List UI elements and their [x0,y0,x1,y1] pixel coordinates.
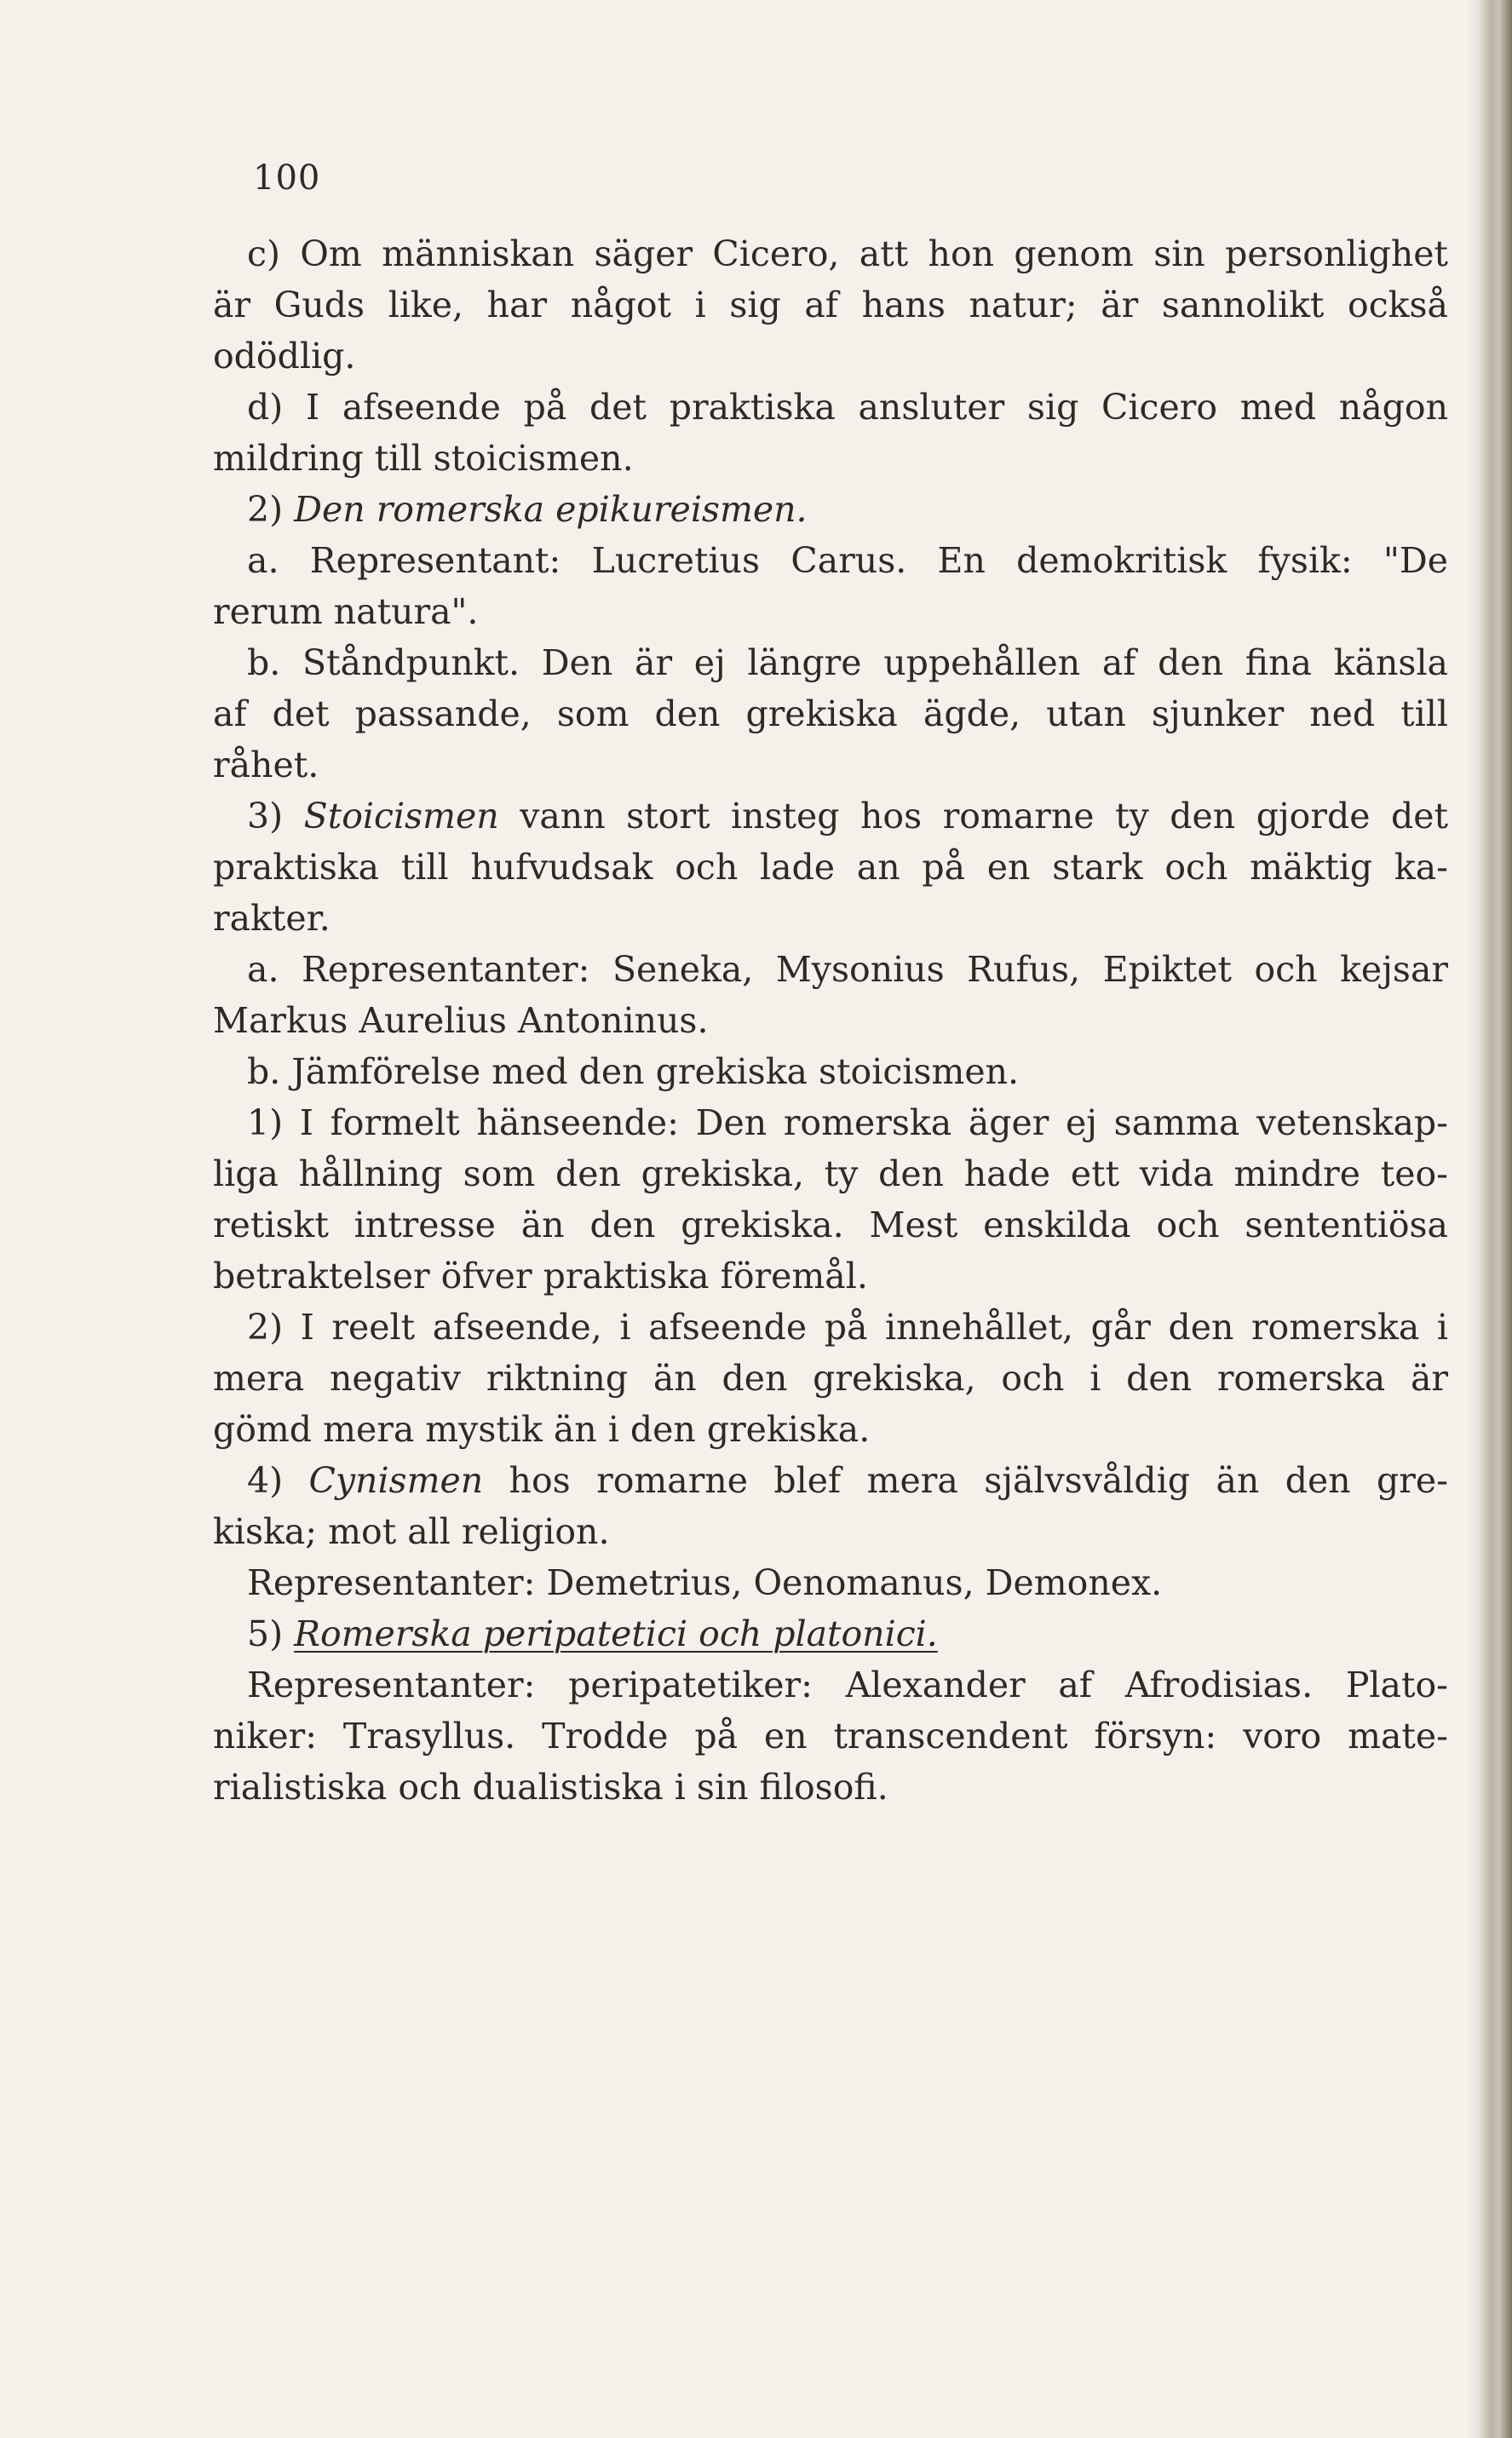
text-line: rerum natura". [213,591,479,632]
text-line: d) I afseende på det praktiska ansluter sig Cicero med någon [247,387,1448,428]
text-line: Representanter: peripatetiker: Alexander af Afrodisias. Plato- [247,1665,1448,1705]
section-heading-epikureismen [213,484,1448,535]
section-text: vann stort insteg hos romarne ty den gjorde det [498,796,1448,837]
page-edge [1480,0,1512,2438]
text-line: b. Jämförelse med den grekiska stoicismen. [247,1051,1020,1092]
page-edge-shadow [1466,0,1480,2438]
section-heading-cynismen [213,1455,1448,1506]
text-line: betraktelser öfver praktiska föremål. [213,1256,868,1297]
text-line: Markus Aurelius Antoninus. [213,1000,709,1041]
text-line: c) Om människan säger Cicero, att hon genom sin personlighet [247,233,1448,274]
text-line: 2) I reelt afseende, i afseende på innehållet, går den romerska i [247,1307,1448,1348]
body-text [213,228,1448,1813]
text-line: 1) I formelt hänseende: Den romerska äger ej samma vetenskap- [247,1102,1448,1143]
text-line: rialistiska och dualistiska i sin filosofi. [213,1767,888,1808]
text-line: Representanter: Demetrius, Oenomanus, Demonex. [247,1562,1163,1603]
text-line: a. Representanter: Seneka, Mysonius Rufus, Epiktet och kejsar [247,949,1448,990]
text-line: a. Representant: Lucretius Carus. En demokritisk fysik: "De [247,540,1448,581]
text-line: niker: Trasyllus. Trodde på en transcendent försyn: voro mate- [213,1716,1448,1757]
section-title: Cynismen [308,1460,484,1501]
text-line: kiska; mot all religion. [213,1511,610,1552]
section-heading-peripatetici [213,1608,1448,1659]
text-line: mera negativ riktning än den grekiska, och i den romerska är [213,1358,1448,1399]
text-line: rakter. [213,898,331,939]
text-line: retiskt intresse än den grekiska. Mest enskilda och sententiösa [213,1205,1448,1245]
text-line: b. Ståndpunkt. Den är ej längre uppehållen af den fina känsla [247,642,1448,683]
section-title: Den romerska epikureismen. [294,489,808,530]
text-line: liga hållning som den grekiska, ty den hade ett vida mindre teo- [213,1153,1448,1194]
section-number: 3) [247,796,304,837]
text-line: mildring till stoicismen. [213,438,634,479]
text-line: gömd mera mystik än i den grekiska. [213,1409,871,1450]
text-line: praktiska till hufvudsak och lade an på en stark och mäktig ka- [213,847,1448,888]
section-number: 4) [247,1460,309,1501]
section-title: Romerska peripatetici och platonici. [294,1613,938,1654]
text-line: odödlig. [213,336,356,377]
page-number: 100 [253,158,321,198]
section-number: 5) [247,1613,295,1654]
text-line: är Guds like, har något i sig af hans natur; är sannolikt också [213,285,1448,325]
section-title: Stoicismen [303,796,499,837]
text-line: råhet. [213,745,319,785]
text-line: af det passande, som den grekiska ägde, utan sjunker ned till [213,693,1448,734]
section-text: hos romarne blef mera självsvåldig än den gre- [483,1460,1448,1501]
section-heading-stoicismen [213,791,1448,842]
section-number: 2) [247,489,295,530]
